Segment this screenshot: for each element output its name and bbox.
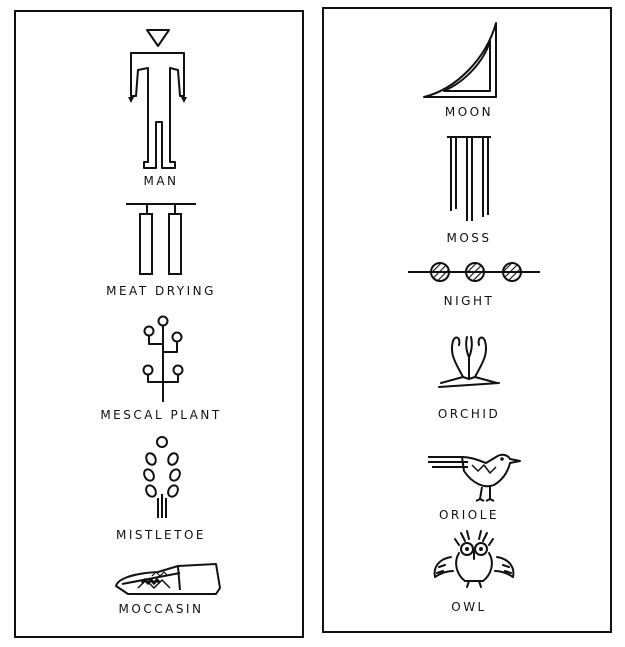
symbol-label-owl: OWL [451, 600, 487, 614]
symbol-label-man: MAN [143, 174, 179, 188]
man-icon [118, 20, 198, 170]
meat-drying-icon [116, 200, 206, 280]
night-icon [404, 257, 544, 287]
oriole-icon [424, 449, 524, 505]
symbol-label-meat-drying: MEAT DRYING [106, 284, 216, 298]
symbol-label-oriole: ORIOLE [438, 508, 500, 522]
moccasin-icon [108, 560, 228, 600]
moss-icon [439, 135, 499, 225]
symbol-label-orchid: ORCHID [437, 407, 501, 421]
mescal-plant-icon [128, 314, 198, 406]
left-symbol-panel [14, 10, 304, 638]
owl-icon [429, 527, 519, 591]
orchid-icon [437, 331, 501, 391]
symbol-label-mistletoe: MISTLETOE [116, 528, 206, 542]
symbol-label-moccasin: MOCCASIN [118, 602, 204, 616]
moon-icon [416, 19, 526, 101]
symbol-label-moon: MOON [444, 105, 494, 119]
symbol-label-mescal-plant: MESCAL PLANT [100, 408, 222, 422]
symbol-label-moss: MOSS [446, 231, 492, 245]
right-symbol-panel [322, 7, 612, 633]
mistletoe-icon [134, 434, 190, 522]
symbol-label-night: NIGHT [443, 294, 495, 308]
